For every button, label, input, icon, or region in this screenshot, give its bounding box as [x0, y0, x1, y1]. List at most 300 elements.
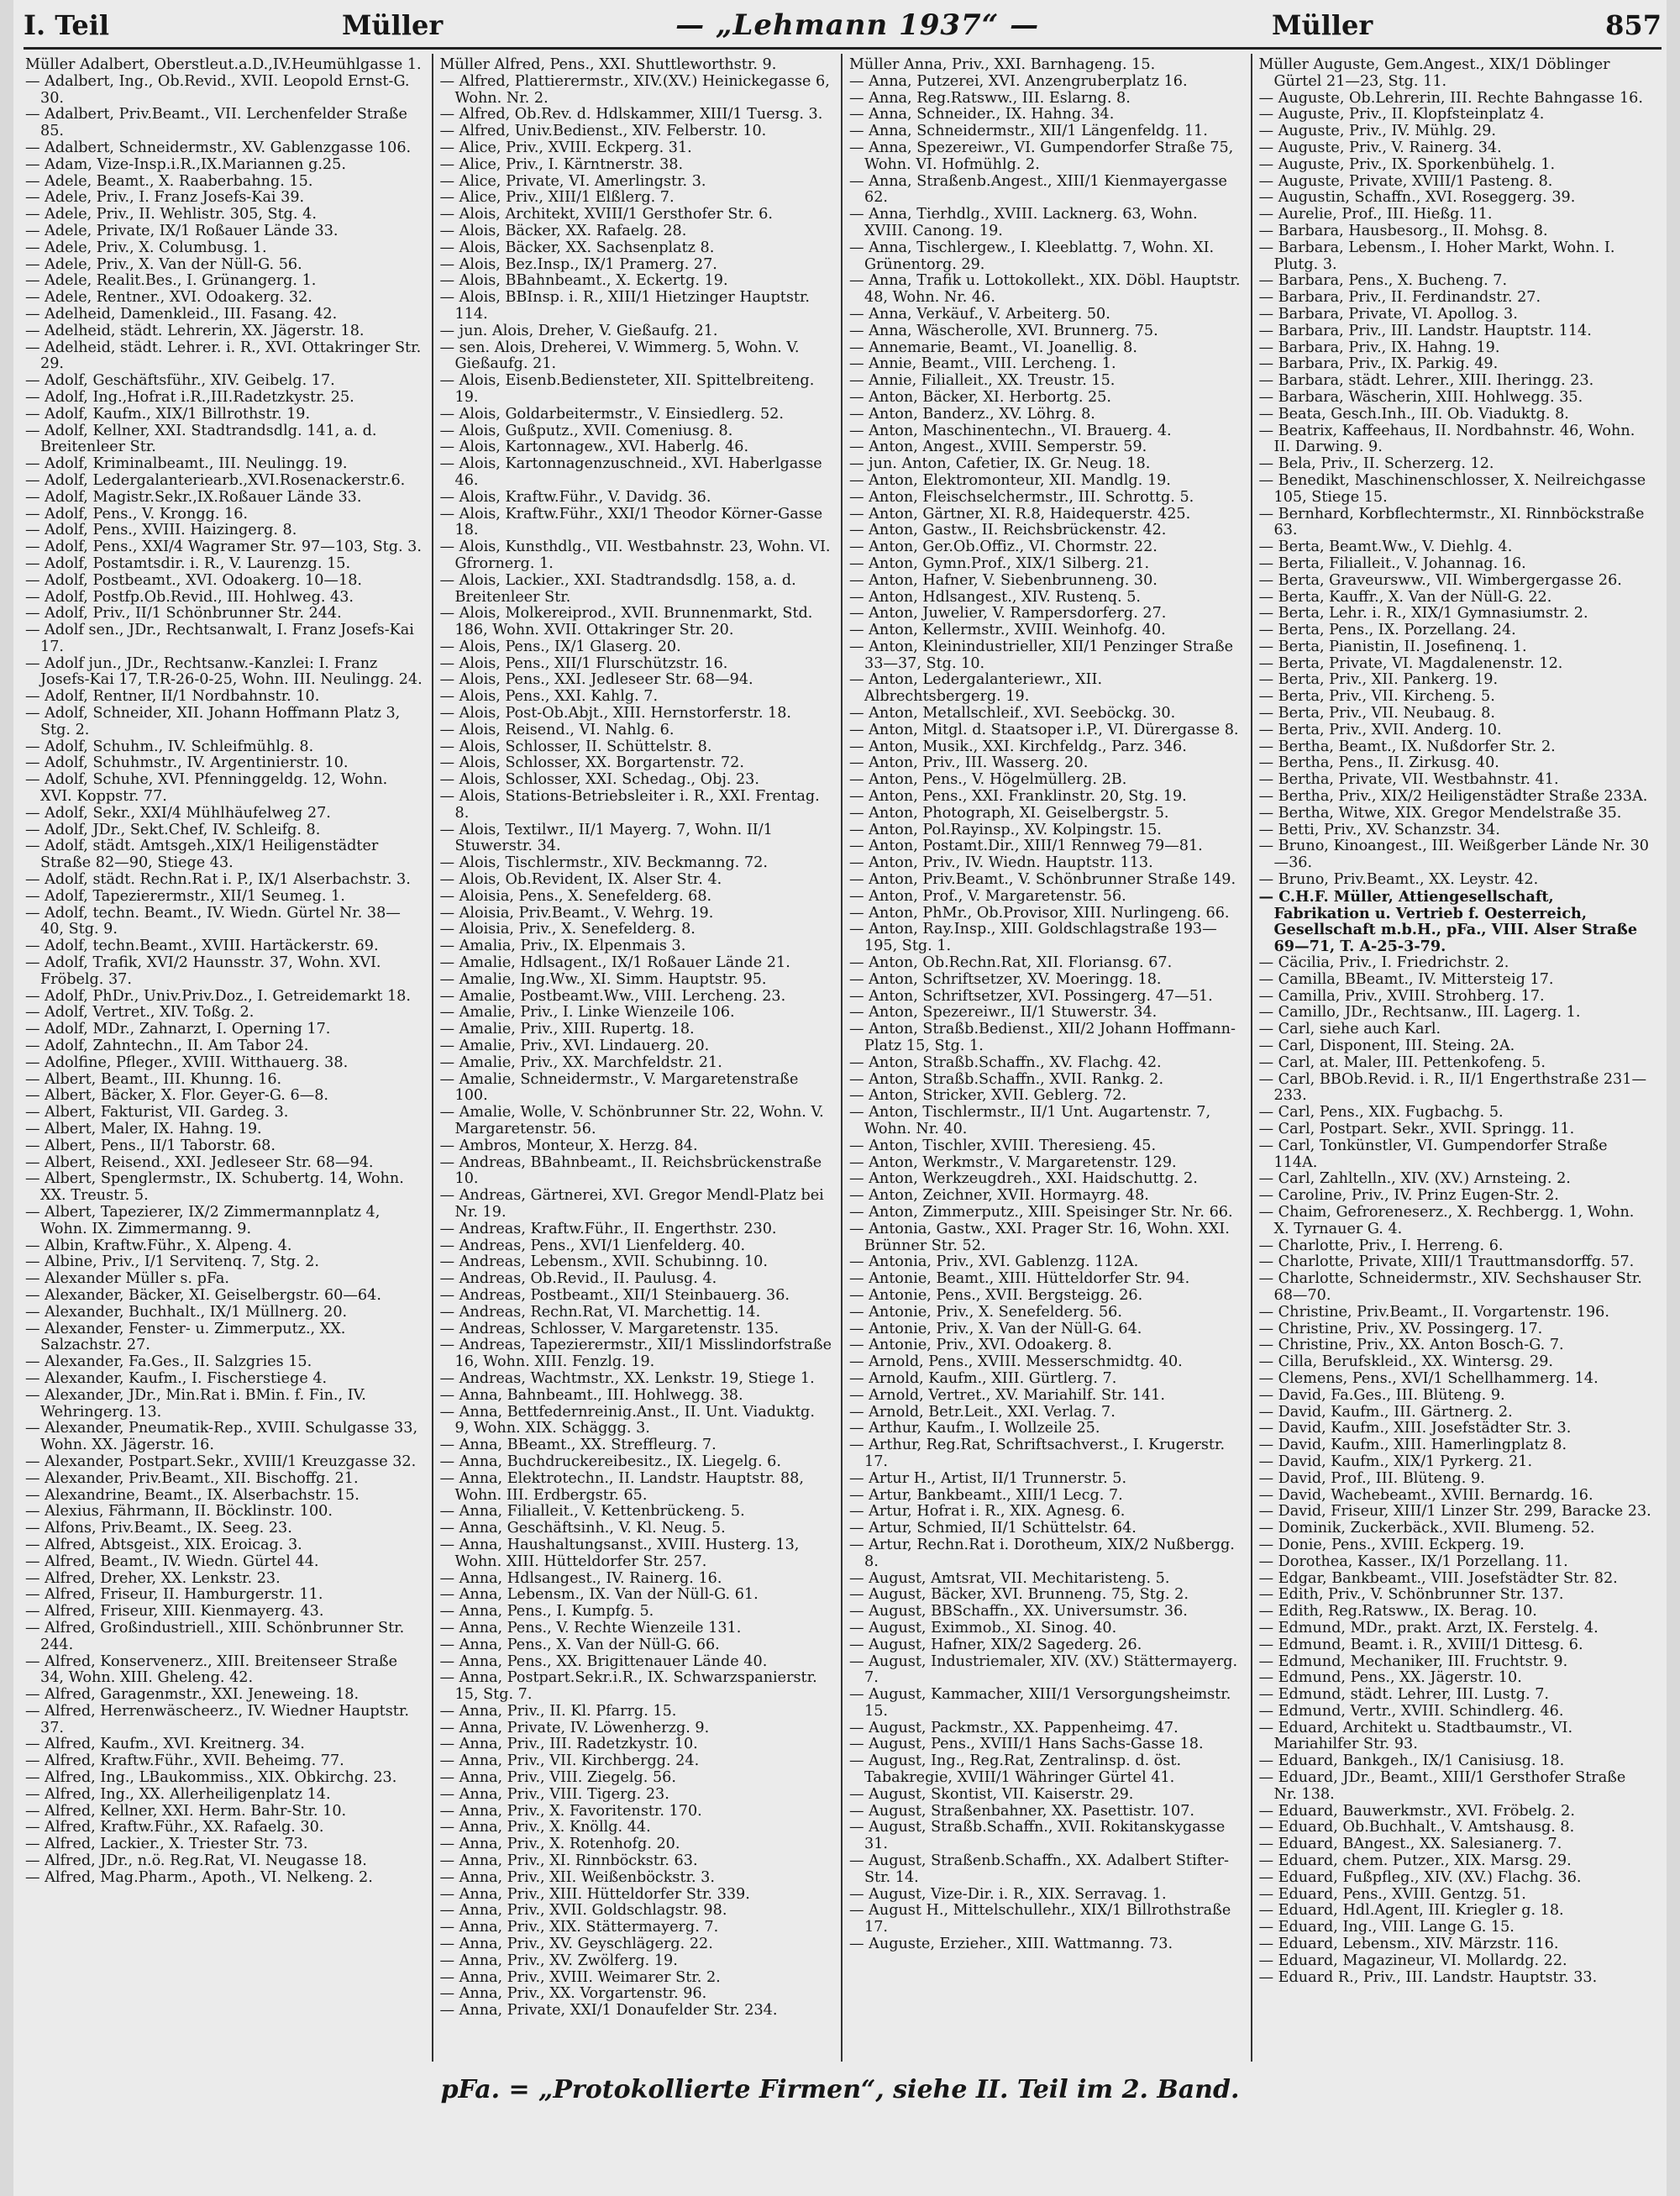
directory-entry: — Betti, Priv., XV. Schanzstr. 34. — [1258, 821, 1500, 838]
directory-entry: — Augustin, Schaffn., XVI. Roseggerg. 39. — [1258, 189, 1576, 207]
directory-entry: — Anton, Musik., XXI. Kirchfeldg., Parz. 346. — [849, 738, 1187, 755]
directory-entry: — David, Prof., III. Blüteng. 9. — [1258, 1469, 1485, 1487]
directory-entry: — Eduard, Magazineur, VI. Mollardg. 22. — [1258, 1952, 1567, 1969]
column-1 — [24, 54, 433, 2062]
directory-entry: — Antonie, Priv., X. Van der Nüll-G. 64. — [849, 1320, 1142, 1337]
directory-page — [13, 0, 1667, 2196]
directory-entry: — Adolf jun., JDr., Rechtsanw.-Kanzlei: I. Franz Josefs-Kai 17, T.R-26-0-25, Wohn. III. Neulingg. 24. — [25, 654, 423, 689]
directory-entry: — Albert, Maler, IX. Hahng. 19. — [25, 1121, 262, 1137]
directory-entry: — Anton, Straßb.Schaffn., XV. Flachg. 42. — [849, 1053, 1162, 1071]
directory-entry: — Anton, Maschinentechn., VI. Brauerg. 4. — [849, 422, 1172, 439]
directory-entry: — jun. Alois, Dreher, V. Gießaufg. 21. — [439, 322, 718, 339]
directory-entry: — Alois, Kartonnagew., XVI. Haberlg. 46. — [439, 439, 749, 456]
directory-entry: — Alice, Priv., XIII/1 Elßlerg. 7. — [439, 189, 675, 207]
directory-entry: — Anton, Hafner, V. Siebenbrunneng. 30. — [849, 571, 1158, 589]
directory-entry: — Amalie, Ing.Ww., XI. Simm. Hauptstr. 95. — [439, 970, 767, 988]
directory-entry: — Annie, Beamt., VIII. Lercheng. 1. — [849, 355, 1116, 373]
directory-entry: — Edmund, Vertr., XVIII. Schindlerg. 46. — [1258, 1702, 1564, 1720]
directory-entry: — Alois, Eisenb.Bediensteter, XII. Spittelbreiteng. 19. — [439, 372, 815, 406]
directory-entry: — Adolf, Schneider, XII. Johann Hoffmann Platz 3, Stg. 2. — [25, 705, 401, 738]
directory-entry: — Alfred, Friseur, XIII. Kienmayerg. 43. — [25, 1603, 324, 1621]
directory-entry: — Adolf, Pens., XXI/4 Wagramer Str. 97—103, Stg. 3. — [25, 538, 422, 556]
directory-entry: — Albert, Bäcker, X. Flor. Geyer-G. 6—8. — [25, 1087, 329, 1105]
directory-entry: — Antonie, Priv., X. Senefelderg. 56. — [849, 1303, 1122, 1321]
directory-entry: — Adolf, städt. Amtsgeh.,XIX/1 Heiligenstädter Straße 82—90, Stiege 43. — [25, 838, 379, 872]
directory-entry: — Alfred, Kellner, XXI. Herm. Bahr-Str. 10. — [25, 1802, 347, 1820]
directory-entry: — Edith, Priv., V. Schönbrunner Str. 137. — [1258, 1586, 1564, 1604]
directory-entry: — Camillo, JDr., Rechtsanw., III. Lagerg. 1. — [1258, 1004, 1581, 1022]
directory-entry: — Alois, Kartonnagenzuschneid., XVI. Haberlgasse 46. — [439, 455, 822, 489]
directory-entry: — jun. Anton, Cafetier, IX. Gr. Neug. 18. — [849, 455, 1151, 473]
directory-entry: — Carl, Tonkünstler, VI. Gumpendorfer Straße 114A. — [1258, 1137, 1608, 1171]
directory-entry: — Adolf, Schuhe, XVI. Pfenninggeldg. 12, Wohn. XVI. Koppstr. 77. — [25, 771, 388, 806]
directory-entry: — David, Kaufm., XIII. Hamerlingplatz 8. — [1258, 1437, 1567, 1454]
directory-entry: — Arthur, Kaufm., I. Wollzeile 25. — [849, 1420, 1100, 1437]
directory-entry: — Alfred, Herrenwäscheerz., IV. Wiedner Hauptstr. 37. — [25, 1702, 409, 1736]
directory-entry: — Eduard, Bauwerkmstr., XVI. Fröbelg. 2. — [1258, 1802, 1575, 1820]
directory-entry: — Alois, Kraftw.Führ., V. Davidg. 36. — [439, 488, 711, 506]
directory-entry: — Alois, Stations-Betriebsleiter i. R., XXI. Frentag. 8. — [439, 788, 820, 822]
directory-entry: — Anton, Juwelier, V. Rampersdorferg. 27. — [849, 605, 1167, 623]
directory-entry: — Alois, Reisend., VI. Nahlg. 6. — [439, 721, 675, 738]
directory-entry: — Anna, Haushaltungsanst., XVIII. Husterg. 13, Wohn. XIII. Hütteldorfer Str. 257. — [439, 1536, 800, 1570]
directory-entry: — Albert, Spenglermstr., IX. Schubertg. 14, Wohn. XX. Treustr. 5. — [25, 1170, 404, 1205]
directory-entry: — Barbara, Priv., III. Landstr. Hauptstr. 114. — [1258, 322, 1592, 339]
directory-entry: — Barbara, Wäscherin, XIII. Hohlwegg. 35. — [1258, 388, 1583, 406]
directory-entry: — Albin, Kraftw.Führ., X. Alpeng. 4. — [25, 1237, 292, 1254]
directory-entry: — Edmund, Mechaniker, III. Fruchtstr. 9. — [1258, 1652, 1568, 1670]
directory-entry: — Adele, Priv., II. Wehlistr. 305, Stg. 4. — [25, 206, 317, 223]
directory-entry: — August, Straßenb.Schaffn., XX. Adalbert Stifter-Str. 14. — [849, 1852, 1229, 1886]
directory-entry: — Carl, Disponent, III. Steing. 2A. — [1258, 1038, 1515, 1055]
directory-entry: — Amalie, Postbeamt.Ww., VIII. Lercheng. 23. — [439, 987, 786, 1005]
directory-entry: — Anna, Priv., X. Favoritenstr. 170. — [439, 1802, 702, 1820]
directory-entry: — Alfred, Kaufm., XVI. Kreitnerg. 34. — [25, 1736, 305, 1753]
directory-entry: — Anton, Zeichner, XVII. Hormayrg. 48. — [849, 1187, 1149, 1205]
directory-entry: Müller Adalbert, Oberstleut.a.D.,IV.Heumühlgasse 1. — [25, 56, 422, 73]
directory-entry: — Andreas, Kraftw.Führ., II. Engerthstr. 230. — [439, 1220, 777, 1237]
directory-entry: — Antonia, Gastw., XXI. Prager Str. 16, Wohn. XXI. Brünner Str. 52. — [849, 1220, 1230, 1254]
directory-entry: — Anna, Straßenb.Angest., XIII/1 Kienmayergasse 62. — [849, 172, 1227, 207]
directory-entry: — Anna, Priv., XIII. Hütteldorfer Str. 339. — [439, 1885, 750, 1903]
directory-entry: — Andreas, Lebensm., XVII. Schubinng. 10. — [439, 1253, 768, 1271]
directory-entry: — August, Straßb.Schaffn., XVII. Rokitanskygasse 31. — [849, 1819, 1226, 1853]
directory-entry: — Andreas, Tapezierermstr., XII/1 Misslindorfstraße 16, Wohn. XIII. Fenzlg. 19. — [439, 1337, 832, 1371]
directory-entry: — Christine, Priv., XV. Possingerg. 17. — [1258, 1320, 1543, 1337]
directory-entry: — Adalbert, Schneidermstr., XV. Gablenzgasse 106. — [25, 139, 412, 156]
directory-entry: — Andreas, Wachtmstr., XX. Lenkstr. 19, Stiege 1. — [439, 1369, 815, 1387]
directory-entry: — Anton, Bäcker, XI. Herbortg. 25. — [849, 388, 1111, 406]
directory-entry: — Edmund, MDr., prakt. Arzt, IX. Ferstelg. 4. — [1258, 1619, 1599, 1636]
directory-entry: — Anna, Spezereiwr., VI. Gumpendorfer Straße 75, Wohn. VI. Hofmühlg. 2. — [849, 139, 1234, 173]
directory-entry: — Anton, Angest., XVIII. Semperstr. 59. — [849, 439, 1147, 456]
directory-entry: — Dominik, Zuckerbäck., XVII. Blumeng. 52. — [1258, 1520, 1595, 1537]
directory-entry: — Eduard, Ing., VIII. Lange G. 15. — [1258, 1919, 1515, 1936]
directory-entry: — Carl, at. Maler, III. Pettenkofeng. 5. — [1258, 1053, 1546, 1071]
directory-entry: — Auguste, Private, XVIII/1 Pasteng. 8. — [1258, 172, 1553, 190]
directory-entry: — Berta, Kauffr., X. Van der Nüll-G. 22. — [1258, 588, 1552, 606]
directory-entry: — Amalia, Priv., IX. Elpenmais 3. — [439, 938, 686, 955]
directory-entry: — Anna, Priv., VIII. Ziegelg. 56. — [439, 1769, 676, 1787]
directory-entry: — Adele, Priv., I. Franz Josefs-Kai 39. — [25, 189, 305, 207]
directory-entry: — Anton, Priv., III. Wasserg. 20. — [849, 754, 1089, 772]
directory-entry: Müller Alfred, Pens., XXI. Shuttleworthstr. 9. — [439, 56, 777, 73]
directory-entry: — Anna, Private, XXI/1 Donaufelder Str. 234. — [439, 2002, 778, 2020]
directory-entry: — Bruno, Kinoangest., III. Weißgerber Lände Nr. 30—36. — [1258, 838, 1649, 872]
directory-entry: — Alois, Bäcker, XX. Sachsenplatz 8. — [439, 239, 715, 256]
directory-entry: — Arnold, Kaufm., XIII. Gürtlerg. 7. — [849, 1369, 1117, 1387]
directory-entry: — Chaim, Gefroreneserz., X. Rechbergg. 1, Wohn. X. Tyrnauer G. 4. — [1258, 1203, 1635, 1237]
directory-entry: — Bertha, Beamt., IX. Nußdorfer Str. 2. — [1258, 738, 1556, 755]
directory-entry: — August, Hafner, XIX/2 Sagederg. 26. — [849, 1636, 1142, 1653]
directory-entry: — Anna, Schneider., IX. Hahng. 34. — [849, 106, 1115, 123]
directory-entry: — Charlotte, Private, XIII/1 Trauttmansdorffg. 57. — [1258, 1253, 1635, 1271]
directory-entry: — C.H.F. Müller, Attiengesellschaft, Fabrikation u. Vertrieb f. Oesterreich, Gesellschaft m.b.H., pFa., VIII. Alser Straße 69—71, T. A-25-3-79. — [1258, 887, 1638, 956]
directory-entry: — Adolf, Zahntechn., II. Am Tabor 24. — [25, 1038, 309, 1055]
directory-entry: — Cilla, Berufskleid., XX. Wintersg. 29. — [1258, 1353, 1554, 1371]
directory-entry: — Charlotte, Priv., I. Herreng. 6. — [1258, 1237, 1504, 1254]
directory-entry: — Artur, Hofrat i. R., XIX. Agnesg. 6. — [849, 1503, 1126, 1521]
directory-entry: — Anna, Priv., VII. Kirchbergg. 24. — [439, 1752, 700, 1770]
directory-entry: — Anton, Ger.Ob.Offiz., VI. Chormstr. 22. — [849, 538, 1158, 556]
directory-entry: — Adelheid, Damenkleid., III. Fasang. 42. — [25, 305, 338, 323]
directory-entry: — August, Ing., Reg.Rat, Zentralinsp. d. öst. Tabakregie, XVIII/1 Währinger Gürtel 41. — [849, 1752, 1182, 1787]
directory-entry: — Anton, Prof., V. Margaretenstr. 56. — [849, 887, 1126, 905]
directory-entry: — Alfons, Priv.Beamt., IX. Seeg. 23. — [25, 1520, 292, 1537]
directory-entry: — Auguste, Priv., IV. Mühlg. 29. — [1258, 123, 1497, 140]
directory-entry: — Bruno, Priv.Beamt., XX. Leystr. 42. — [1258, 871, 1539, 889]
directory-entry: — Alois, Schlosser, XX. Borgartenstr. 72. — [439, 754, 744, 772]
directory-entry: — Alois, Bäcker, XX. Rafaelg. 28. — [439, 222, 687, 239]
directory-entry: — Barbara, Priv., IX. Parkig. 49. — [1258, 355, 1499, 373]
directory-entry: — Anton, Metallschleif., XVI. Seeböckg. 30. — [849, 705, 1176, 722]
directory-entry: — Anton, Fleischselchermstr., III. Schrottg. 5. — [849, 488, 1194, 506]
directory-entry: — David, Fa.Ges., III. Blüteng. 9. — [1258, 1386, 1505, 1404]
directory-entry: — August, Bäcker, XVI. Brunneng. 75, Stg. 2. — [849, 1586, 1189, 1604]
directory-entry: — Adolf, Geschäftsführ., XIV. Geibelg. 17. — [25, 372, 335, 390]
directory-entry: — Anna, Buchdruckereibesitz., IX. Liegelg. 6. — [439, 1453, 781, 1470]
directory-entry: — August, Pens., XVIII/1 Hans Sachs-Gasse 18. — [849, 1736, 1204, 1753]
directory-entry: — Anton, Kellermstr., XVIII. Weinhofg. 40. — [849, 622, 1166, 639]
directory-entry: — Alfred, Großindustriell., XIII. Schönbrunner Str. 244. — [25, 1619, 405, 1653]
directory-entry: — Camilla, BBeamt., IV. Mittersteig 17. — [1258, 970, 1554, 988]
directory-entry: — Alexander, Bäcker, XI. Geiselbergstr. 60—64. — [25, 1286, 381, 1304]
directory-entry: — Artur, Rechn.Rat i. Dorotheum, XIX/2 Nußbergg. 8. — [849, 1536, 1235, 1570]
directory-entry: — Anton, Pol.Rayinsp., XV. Kolpingstr. 15. — [849, 821, 1162, 838]
directory-entry: — Arnold, Pens., XVIII. Messerschmidtg. 40. — [849, 1353, 1183, 1371]
directory-entry: — Benedikt, Maschinenschlosser, X. Neilreichgasse 105, Stiege 15. — [1258, 471, 1646, 506]
directory-entry: — Barbara, städt. Lehrer., XIII. Iheringg. 23. — [1258, 372, 1594, 390]
directory-entry: — Bertha, Private, VII. Westbahnstr. 41. — [1258, 771, 1559, 789]
directory-entry: — Anton, Schriftsetzer, XV. Moeringg. 18. — [849, 970, 1162, 988]
directory-entry: — Berta, Beamt.Ww., V. Diehlg. 4. — [1258, 538, 1513, 556]
directory-entry: — Anna, Bahnbeamt., III. Hohlwegg. 38. — [439, 1386, 743, 1404]
directory-entry: — Adolf, Kriminalbeamt., III. Neulingg. 19. — [25, 455, 348, 473]
directory-entry: — Adelheid, städt. Lehrer. i. R., XVI. Ottakringer Str. 29. — [25, 339, 422, 373]
directory-entry: — Alois, Ob.Revident, IX. Alser Str. 4. — [439, 871, 722, 889]
directory-entry: — Aloisia, Priv., X. Senefelderg. 8. — [439, 921, 696, 938]
directory-entry: — Alois, Architekt, XVIII/1 Gersthofer Str. 6. — [439, 206, 773, 223]
directory-entry: — Alois, Molkereiprod., XVII. Brunnenmarkt, Std. 186, Wohn. XVII. Ottakringer Str. 20. — [439, 605, 813, 639]
directory-entry: — Alois, Textilwr., II/1 Mayerg. 7, Wohn. II/1 Stuwerstr. 34. — [439, 821, 773, 855]
directory-entry: — Alfred, Plattierermstr., XIV.(XV.) Heinickegasse 6, Wohn. Nr. 2. — [439, 72, 830, 107]
directory-entry: — Bertha, Priv., XIX/2 Heiligenstädter Straße 233A. — [1258, 788, 1648, 806]
directory-entry: — Antonia, Priv., XVI. Gablenzg. 112A. — [849, 1253, 1139, 1271]
directory-entry: — Anton, Kleinindustrieller, XII/1 Penzinger Straße 33—37, Stg. 10. — [849, 638, 1233, 672]
directory-entry: — Alois, Goldarbeitermstr., V. Einsiedlerg. 52. — [439, 405, 784, 423]
directory-entry: — Eduard R., Priv., III. Landstr. Hauptstr. 33. — [1258, 1968, 1598, 1986]
directory-entry: — Adolf, Priv., II/1 Schönbrunner Str. 244. — [25, 605, 342, 623]
directory-entry: — Alfred, Kraftw.Führ., XVII. Beheimg. 77. — [25, 1752, 344, 1770]
directory-entry: — Albine, Priv., I/1 Servitenq. 7, Stg. 2. — [25, 1253, 319, 1271]
directory-entry: — Anton, Photograph, XI. Geiselbergstr. 5. — [849, 804, 1169, 822]
directory-entry: — Anna, Lebensm., IX. Van der Nüll-G. 61. — [439, 1586, 759, 1604]
directory-entry: — Andreas, Postbeamt., XII/1 Steinbauerg. 36. — [439, 1286, 790, 1304]
left-surname-header: Müller — [341, 9, 444, 41]
directory-entry: — August, Vize-Dir. i. R., XIX. Serravag. 1. — [849, 1885, 1167, 1903]
directory-entry: — Adolf sen., JDr., Rechtsanwalt, I. Franz Josefs-Kai 17. — [25, 622, 414, 655]
directory-entry: — August, Amtsrat, VII. Mechitaristeng. 5. — [849, 1569, 1170, 1587]
directory-entry: — Edmund, städt. Lehrer, III. Lustg. 7. — [1258, 1686, 1549, 1704]
directory-entry: — Ambros, Monteur, X. Herzg. 84. — [439, 1137, 698, 1154]
directory-entry: — Amalie, Priv., I. Linke Wienzeile 106. — [439, 1004, 735, 1022]
directory-entry: — Alfred, Kraftw.Führ., XX. Rafaelg. 30. — [25, 1819, 324, 1836]
directory-entry: — Alexandrine, Beamt., IX. Alserbachstr. 15. — [25, 1486, 360, 1504]
directory-entry: — David, Kaufm., XIII. Josefstädter Str. 3. — [1258, 1420, 1572, 1437]
directory-entry: — Edith, Reg.Ratsww., IX. Berag. 10. — [1258, 1603, 1537, 1621]
directory-entry: — Bertha, Pens., II. Zirkusg. 40. — [1258, 754, 1499, 772]
directory-entry: — Adolf, Tapezierermstr., XII/1 Seumeg. 1. — [25, 887, 345, 905]
directory-entry: — Anton, Priv.Beamt., V. Schönbrunner Straße 149. — [849, 871, 1236, 889]
directory-entry: — Anton, Straßb.Bedienst., XII/2 Johann Hoffmann-Platz 15, Stg. 1. — [849, 1021, 1236, 1055]
directory-entry: — Anna, Pens., I. Kumpfg. 5. — [439, 1603, 654, 1621]
directory-entry: — Anna, Priv., XX. Vorgartenstr. 96. — [439, 1985, 707, 2003]
directory-entry: — August, Skontist, VII. Kaiserstr. 29. — [849, 1785, 1134, 1803]
directory-entry: — Alois, Kunsthdlg., VII. Westbahnstr. 23, Wohn. VI. Gfrornerg. 1. — [439, 538, 831, 572]
directory-entry: — Anna, Postpart.Sekr.i.R., IX. Schwarzspanierstr. 15, Stg. 7. — [439, 1669, 817, 1704]
directory-entry: — Anton, Pens., XXI. Franklinstr. 20, Stg. 19. — [849, 788, 1187, 806]
directory-entry: — Alfred, Garagenmstr., XXI. Jeneweing. 18. — [25, 1686, 360, 1704]
directory-entry: — Alexander, Fa.Ges., II. Salzgries 15. — [25, 1353, 312, 1371]
directory-entry: — Anton, Tischler, XVIII. Theresieng. 45. — [849, 1137, 1157, 1154]
directory-entry: Müller Anna, Priv., XXI. Barnhageng. 15. — [849, 56, 1156, 73]
column-3 — [843, 54, 1252, 2062]
directory-entry: — David, Kaufm., XIX/1 Pyrkerg. 21. — [1258, 1453, 1533, 1470]
footnote: pFa. = „Protokollierte Firmen“, siehe II. Teil im 2. Band. — [440, 2075, 1240, 2104]
directory-entry: — Anna, Priv., X. Rotenhofg. 20. — [439, 1836, 680, 1853]
right-surname-header: Müller — [1272, 9, 1373, 41]
directory-entry: — Alexander, Priv.Beamt., XII. Bischoffg. 21. — [25, 1469, 359, 1487]
directory-entry: — Anna, Pens., X. Van der Nüll-G. 66. — [439, 1636, 720, 1653]
directory-entry: — Albert, Pens., II/1 Taborstr. 68. — [25, 1137, 276, 1154]
directory-entry: — Alois, Schlosser, XXI. Schedag., Obj. 23. — [439, 771, 759, 789]
directory-entry: — Adolf, Pens., V. Krongg. 16. — [25, 505, 249, 523]
directory-entry: — Clemens, Pens., XVI/1 Schellhammerg. 14. — [1258, 1369, 1599, 1387]
directory-entry: — Berta, Private, VI. Magdalenenstr. 12. — [1258, 654, 1563, 672]
directory-entry: — Berta, Pianistin, II. Josefinenq. 1. — [1258, 638, 1527, 655]
directory-entry: — Adele, Realit.Bes., I. Grünangerg. 1. — [25, 272, 317, 290]
directory-entry: — Edgar, Bankbeamt., VIII. Josefstädter Str. 82. — [1258, 1569, 1618, 1587]
directory-entry: — Alfred, Konservenerz., XIII. Breitenseer Straße 34, Wohn. XIII. Gheleng. 42. — [25, 1652, 398, 1687]
directory-entry: — Anna, Trafik u. Lottokollekt., XIX. Döbl. Hauptstr. 48, Wohn. Nr. 46. — [849, 272, 1241, 307]
directory-entry: — Albert, Reisend., XXI. Jedleseer Str. 68—94. — [25, 1153, 374, 1171]
directory-entry: — Antonie, Pens., XVII. Bergsteigg. 26. — [849, 1286, 1143, 1304]
directory-entry: — Dorothea, Kasser., IX/1 Porzellang. 11. — [1258, 1552, 1568, 1570]
directory-entry: — Adele, Private, IX/1 Roßauer Lände 33. — [25, 222, 339, 239]
directory-entry: — Aurelie, Prof., III. Hießg. 11. — [1258, 206, 1493, 223]
directory-entry: — Camilla, Priv., XVIII. Strohberg. 17. — [1258, 987, 1545, 1005]
directory-entry: — Anton, Ob.Rechn.Rat, XII. Floriansg. 67. — [849, 954, 1173, 972]
directory-entry: — Antonie, Beamt., XIII. Hütteldorfer Str. 94. — [849, 1270, 1190, 1288]
directory-entry: — August, Straßenbahner, XX. Pasettistr. 107. — [849, 1802, 1195, 1820]
directory-entry: — Artur, Bankbeamt., XIII/1 Lecg. 7. — [849, 1486, 1123, 1504]
directory-entry: — Alfred, Abtsgeist., XIX. Eroicag. 3. — [25, 1536, 302, 1553]
directory-entry: — Adolf, Ledergalanteriearb.,XVI.Rosenackerstr.6. — [25, 471, 406, 489]
directory-entry: — Barbara, Priv., II. Ferdinandstr. 27. — [1258, 289, 1541, 307]
directory-entry: — Auguste, Priv., II. Klopfsteinplatz 4. — [1258, 106, 1545, 123]
directory-entry: — Alfred, JDr., n.ö. Reg.Rat, VI. Neugasse 18. — [25, 1852, 367, 1870]
directory-entry: — Anton, PhMr., Ob.Provisor, XIII. Nurlingeng. 66. — [849, 904, 1230, 922]
directory-entry: — Auguste, Priv., V. Rainerg. 34. — [1258, 139, 1502, 156]
directory-entry: — Alice, Priv., I. Kärntnerstr. 38. — [439, 155, 684, 173]
directory-entry: — Eduard, Lebensm., XIV. Märzstr. 116. — [1258, 1936, 1559, 1953]
directory-entry: — David, Friseur, XIII/1 Linzer Str. 299, Baracke 23. — [1258, 1503, 1651, 1521]
directory-entry: — Andreas, BBahnbeamt., II. Reichsbrückenstraße 10. — [439, 1153, 822, 1188]
directory-entry: — Charlotte, Schneidermstr., XIV. Sechshauser Str. 68—70. — [1258, 1270, 1642, 1304]
directory-entry: — Adolf, Postfp.Ob.Revid., III. Hohlweg. 43. — [25, 588, 354, 606]
directory-entry: — Bernhard, Korbflechtermstr., XI. Rinnböckstraße 63. — [1258, 505, 1645, 539]
directory-entry: — Anna, Priv., XVII. Goldschlagstr. 98. — [439, 1902, 727, 1920]
directory-entry: — Anton, Tischlermstr., II/1 Unt. Augartenstr. 7, Wohn. Nr. 40. — [849, 1104, 1211, 1137]
directory-entry: — Alexander, Postpart.Sekr., XVIII/1 Kreuzgasse 32. — [25, 1453, 417, 1470]
directory-entry: — Donie, Pens., XVIII. Eckperg. 19. — [1258, 1536, 1525, 1553]
section-label: I. Teil — [24, 9, 110, 41]
directory-entry: — Adele, Beamt., X. Raaberbahng. 15. — [25, 172, 313, 190]
directory-entry: — Adolf, Schuhmstr., IV. Argentinierstr. 10. — [25, 754, 349, 772]
directory-entry: — Adolf, JDr., Sekt.Chef, IV. Schleifg. 8. — [25, 821, 321, 838]
directory-entry: — Auguste, Priv., IX. Sporkenbühelg. 1. — [1258, 155, 1556, 173]
directory-entry: — Alfred, Friseur, II. Hamburgerstr. 11. — [25, 1586, 323, 1604]
directory-entry: — Eduard, Architekt u. Stadtbaumstr., VI. Mariahilfer Str. 93. — [1258, 1719, 1573, 1753]
directory-entry: — Anton, Gastw., II. Reichsbrückenstr. 42. — [849, 522, 1167, 539]
directory-entry: — Edmund, Pens., XX. Jägerstr. 10. — [1258, 1669, 1522, 1687]
directory-entry: — Alice, Priv., XVIII. Eckperg. 31. — [439, 139, 692, 156]
directory-entry: — August, Packmstr., XX. Pappenheimg. 47. — [849, 1719, 1179, 1736]
directory-entry: — Artur, Schmied, II/1 Schüttelstr. 64. — [849, 1520, 1137, 1537]
directory-entry: — Arnold, Vertret., XV. Mariahilf. Str. 141. — [849, 1386, 1165, 1404]
directory-entry: — August H., Mittelschullehr., XIX/1 Billrothstraße 17. — [849, 1902, 1231, 1936]
directory-entry: — Alois, Pens., XII/1 Flurschützstr. 16. — [439, 654, 728, 672]
directory-entry: — Adolf, techn. Beamt., IV. Wiedn. Gürtel Nr. 38—40, Stg. 9. — [25, 904, 401, 938]
directory-entry: — Alois, Schlosser, II. Schüttelstr. 8. — [439, 738, 712, 755]
book-title: — „Lehmann 1937“ — — [675, 8, 1040, 42]
directory-entry: — Arnold, Betr.Leit., XXI. Verlag. 7. — [849, 1403, 1116, 1421]
directory-entry: — Anton, Straßb.Schaffn., XVII. Rankg. 2. — [849, 1070, 1164, 1088]
directory-entry: — Adolf, Postbeamt., XVI. Odoakerg. 10—18. — [25, 571, 362, 589]
directory-entry: — Anton, Schriftsetzer, XVI. Possingerg. 47—51. — [849, 987, 1213, 1005]
directory-entry: — Auguste, Erzieher., XIII. Wattmanng. 73. — [849, 1936, 1173, 1953]
column-4 — [1252, 54, 1662, 2062]
directory-entry: — Berta, Filialleit., V. Johannag. 16. — [1258, 554, 1526, 572]
directory-entry: — Anton, Banderz., XV. Löhrg. 8. — [849, 405, 1095, 423]
directory-entry: — Bela, Priv., II. Scherzerg. 12. — [1258, 455, 1494, 473]
directory-entry: — Anna, Wäscherolle, XVI. Brunnerg. 75. — [849, 322, 1158, 339]
directory-entry: — Alfred, Ing., LBaukommiss., XIX. Obkirchg. 23. — [25, 1769, 397, 1787]
directory-entry: — Adolf, Pens., XVIII. Haizingerg. 8. — [25, 522, 297, 539]
directory-entry: — Anna, Priv., XV. Zwölferg. 19. — [439, 1952, 678, 1969]
directory-entry: — Eduard, Hdl.Agent, III. Kriegler g. 18. — [1258, 1902, 1564, 1920]
directory-entry: — Adolf, PhDr., Univ.Priv.Doz., I. Getreidemarkt 18. — [25, 987, 411, 1005]
directory-entry: — Alexander, Kaufm., I. Fischerstiege 4. — [25, 1369, 328, 1387]
directory-entry: — David, Kaufm., III. Gärtnerg. 2. — [1258, 1403, 1513, 1421]
directory-entry: — Anton, Gymn.Prof., XIX/1 Silberg. 21. — [849, 554, 1150, 572]
directory-entry: — Adelheid, städt. Lehrerin, XX. Jägerstr. 18. — [25, 322, 365, 339]
directory-entry: — Anna, Priv., XIX. Stättermayerg. 7. — [439, 1919, 719, 1936]
directory-entry: — Alfred, Ob.Rev. d. Hdlskammer, XIII/1 Tuersg. 3. — [439, 106, 823, 123]
directory-entry: — Alfred, Univ.Bedienst., XIV. Felberstr. 10. — [439, 123, 767, 140]
directory-entry: — Anna, Private, IV. Löwenherzg. 9. — [439, 1719, 710, 1736]
directory-entry: — Alexander Müller s. pFa. — [25, 1270, 229, 1288]
directory-entry: — Carl, siehe auch Karl. — [1258, 1021, 1441, 1038]
directory-entry: — Adele, Priv., X. Van der Nüll-G. 56. — [25, 255, 302, 273]
directory-entry: — Alfred, Mag.Pharm., Apoth., VI. Nelkeng. 2. — [25, 1868, 373, 1886]
directory-entry: — Anna, Priv., X. Knöllg. 44. — [439, 1819, 651, 1836]
running-head — [24, 3, 1662, 50]
directory-entry: — Anton, Gärtner, XI. R.8, Haidequerstr. 425. — [849, 505, 1191, 523]
directory-entry: — Anton, Pens., V. Högelmüllerg. 2B. — [849, 771, 1127, 789]
directory-entry: — Cäcilia, Priv., I. Friedrichstr. 2. — [1258, 954, 1509, 972]
directory-entry: — Christine, Priv.Beamt., II. Vorgartenstr. 196. — [1258, 1303, 1609, 1321]
directory-entry: — Adolf, MDr., Zahnarzt, I. Operning 17. — [25, 1021, 331, 1038]
directory-entry: — Andreas, Ob.Revid., II. Paulusg. 4. — [439, 1270, 717, 1288]
directory-entry: — Adolf, Ing.,Hofrat i.R.,III.Radetzkystr. 25. — [25, 388, 354, 406]
directory-entry: — Alexander, Buchhalt., IX/1 Müllnerg. 20. — [25, 1303, 348, 1321]
directory-entry: — Barbara, Hausbesorg., II. Mohsg. 8. — [1258, 222, 1548, 239]
directory-entry: — Adolfine, Pfleger., XVIII. Witthauerg. 38. — [25, 1053, 349, 1071]
directory-entry: — Adolf, Kellner, XXI. Stadtrandsdlg. 141, a. d. Breitenleer Str. — [25, 422, 377, 456]
directory-entry: — Christine, Priv., XX. Anton Bosch-G. 7. — [1258, 1337, 1564, 1354]
directory-entry: — Anna, Geschäftsinh., V. Kl. Neug. 5. — [439, 1520, 726, 1537]
directory-entry: — Alois, Post-Ob.Abjt., XIII. Hernstorferstr. 18. — [439, 705, 791, 722]
directory-entry: — Anna, Pens., XX. Brigittenauer Lände 40. — [439, 1652, 768, 1670]
directory-entry: — Adele, Rentner., XVI. Odoakerg. 32. — [25, 289, 312, 307]
directory-entry: — Alois, Gußputz., XVII. Comeniusg. 8. — [439, 422, 733, 439]
directory-entry: — Adolf, städt. Rechn.Rat i. P., IX/1 Alserbachstr. 3. — [25, 871, 411, 889]
directory-entry: — Beatrix, Kaffeehaus, II. Nordbahnstr. 46, Wohn. II. Darwing. 9. — [1258, 422, 1635, 456]
directory-entry: — Andreas, Pens., XVI/1 Lienfelderg. 40. — [439, 1237, 746, 1254]
directory-entry: — Adolf, Sekr., XXI/4 Mühlhäufelweg 27. — [25, 804, 331, 822]
directory-entry: — Alfred, Lackier., X. Triester Str. 73. — [25, 1836, 308, 1853]
directory-entry: — Anna, Tierhdlg., XVIII. Lacknerg. 63, Wohn. XVIII. Canong. 19. — [849, 206, 1198, 239]
directory-entry: — Eduard, JDr., Beamt., XIII/1 Gersthofer Straße Nr. 138. — [1258, 1769, 1626, 1803]
directory-entry: — Anna, Priv., XI. Rinnböckstr. 63. — [439, 1852, 698, 1870]
directory-entry: — Berta, Priv., XII. Pankerg. 19. — [1258, 671, 1499, 689]
directory-entry: — Anton, Ray.Insp., XIII. Goldschlagstraße 193—195, Stg. 1. — [849, 921, 1217, 955]
directory-entry: — Adolf, Postamtsdir. i. R., V. Laurenzg. 15. — [25, 554, 351, 572]
directory-entry: — August, Kammacher, XIII/1 Versorgungsheimstr. 15. — [849, 1686, 1231, 1720]
directory-entry: — Anna, Bettfedernreinig.Anst., II. Unt. Viaduktg. 9, Wohn. XIX. Schäggg. 3. — [439, 1403, 815, 1437]
directory-entry: — Eduard, chem. Putzer., XIX. Marsg. 29. — [1258, 1852, 1572, 1870]
directory-entry: — Barbara, Priv., IX. Hahng. 19. — [1258, 339, 1500, 356]
directory-entry: — Anna, Hdlsangest., IV. Rainerg. 16. — [439, 1569, 722, 1587]
directory-entry: — Annemarie, Beamt., VI. Joanellig. 8. — [849, 339, 1137, 356]
directory-entry: — Albert, Beamt., III. Khunng. 16. — [25, 1070, 282, 1088]
directory-entry: — Amalie, Schneidermstr., V. Margaretenstraße 100. — [439, 1070, 799, 1105]
directory-entry: — August, Eximmob., XI. Sinog. 40. — [849, 1619, 1117, 1636]
directory-entry: — sen. Alois, Dreherei, V. Wimmerg. 5, Wohn. V. Gießaufg. 21. — [439, 339, 800, 373]
directory-entry: — Amalie, Priv., XX. Marchfeldstr. 21. — [439, 1053, 722, 1071]
directory-entry: — Berta, Graveursww., VII. Wimbergergasse 26. — [1258, 571, 1622, 589]
